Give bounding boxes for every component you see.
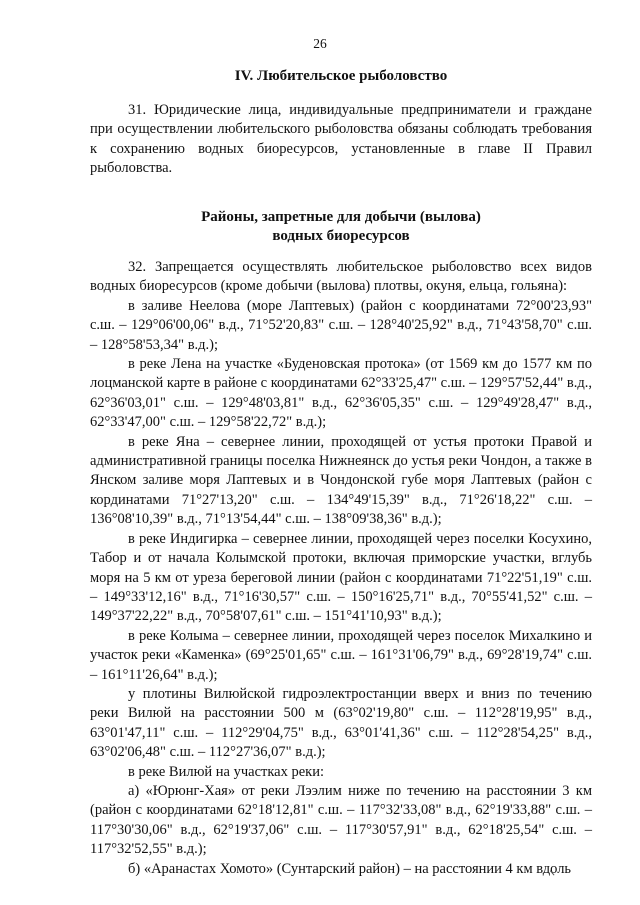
item-vilyuy-river: в реке Вилюй на участках реки: [128,763,325,780]
paragraph-31 [90,101,592,179]
section-title: IV. Любительское рыболовство [234,68,448,84]
page-number: 26 [313,36,327,51]
subsection-title [90,208,592,246]
paragraph-32-intro: 32. Запрещается осуществлять любительское рыболовство всех видов водных биоресурсов (кроме добычи (вылова) плотвы, окуня, ельца, гольяна): [90,259,592,295]
subsection-title-line-1: Районы, запретные для добычи (вылова) [201,209,481,225]
paragraph-32 [90,258,592,879]
item-indigirka-river: в реке Индигирка – севернее линии, проходящей через поселки Косухино, Табор и от начала Колымской протоки, включая приморские участки, вглубь моря на 5 км от уреза береговой линии (район с координатами 71°22'51,19" с.ш. – 149°33'12,16" в.д., 71°16'30,57" с.ш. – 150°16'25,71" в.д., 70°55'41,52" с.ш. – 149°37'22,22" в.д., 70°58'07,61" с.ш. – 151°41'10,93" в.д.); [90,530,592,625]
item-yana-river: в реке Яна – севернее линии, проходящей от устья протоки Правой и административной границы поселка Нижнеянск до устья реки Чондон, а также в Янском заливе моря Лаптевых и в Чондонской губе моря Лаптевых (район с кординатами 71°27'13,20" с.ш. – 134°49'15,39" в.д., 71°26'18,22" с.ш. – 136°08'10,39" в.д., 71°13'54,44" с.ш. – 138°09'38,36" в.д.); [90,433,592,528]
item-lena-river: в реке Лена на участке «Буденовская протока» (от 1569 км до 1577 км по лоцманской карте в районе с координатами 62°33'25,47" с.ш. – 129°57'52,44" в.д., 62°36'03,01" с.ш. – 129°48'03,81" в.д., 62°36'05,35" с.ш. – 129°49'28,47" в.д., 62°33'47,00" с.ш. – 129°58'22,72" в.д.); [90,356,592,431]
item-vilyuy-dam: у плотины Вилюйской гидроэлектростанции вверх и вниз по течению реки Вилюй на расстоянии 500 м (63°02'19,80" с.ш. – 112°28'19,95" в.д., 63°01'47,11" с.ш. – 112°29'04,75" в.д., 63°01'41,36" с.ш. – 112°28'54,25" в.д., 63°02'06,48" с.ш. – 112°27'36,07" в.д.); [90,685,592,761]
item-kolyma-river: в реке Колыма – севернее линии, проходящей через поселок Михалкино и участок реки «Каменка» (69°25'01,65" с.ш. – 161°31'06,79" в.д., 69°28'19,74" с.ш. – 161°11'26,64" в.д.); [90,627,592,683]
item-aranastakh-khomoto: б) «Аранастах Хомото» (Сунтарский район) – на расстоянии 4 км вдоль [128,860,572,877]
item-yuryung-khaya: а) «Юрюнг-Хая» от реки Лээлим ниже по течению на расстоянии 3 км (район с координатами 62°18'12,81" с.ш. – 117°32'33,08" в.д., 62°19'33,88" с.ш. – 117°30'30,06" в.д., 62°19'37,06" с.ш. – 117°30'57,91" в.д., 62°18'25,54" с.ш. – 117°32'52,55" в.д.); [90,782,592,858]
item-neelova-bay: в заливе Неелова (море Лаптевых) (район с координатами 72°00'23,93" с.ш. – 129°06'00,06" в.д., 71°52'20,83" с.ш. – 128°40'25,92" в.д., 71°43'58,70" с.ш. – 128°58'53,34" в.д.); [90,297,592,353]
subsection-title-line-2: водных биоресурсов [272,228,410,244]
paragraph-31-text: 31. Юридические лица, индивидуальные предприниматели и граждане при осуществлении любительского рыболовства обязаны соблюдать требования к сохранению водных биоресурсов, установленные в главе II Правил рыболовства. [90,102,592,177]
